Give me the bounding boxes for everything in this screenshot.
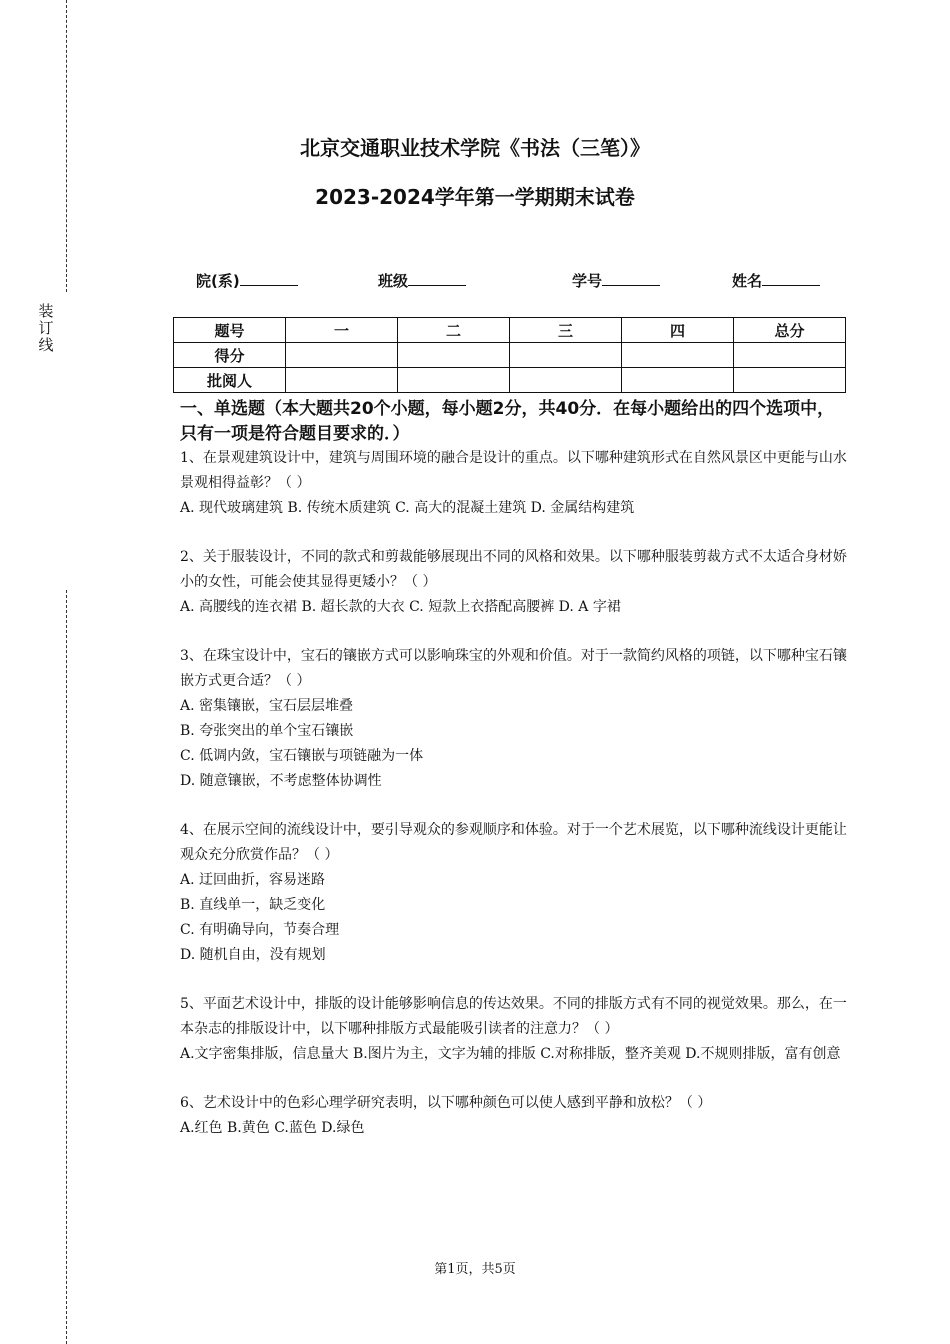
binding-char: 装 (38, 302, 54, 320)
option: C. 低调内敛，宝石镶嵌与项链融为一体 (180, 748, 424, 764)
section-heading: 一、单选题（本大题共20个小题，每小题2分，共40分．在每小题给出的四个选项中，只有一项是符合题目要求的．） (180, 399, 835, 444)
name-field: 姓名 (732, 270, 820, 291)
table-header-cell: 二 (398, 318, 510, 343)
table-header-cell: 总分 (734, 318, 846, 343)
exam-subtitle: 2023-2024学年第一学期期末试卷 (315, 185, 635, 209)
binding-line-bottom (66, 590, 67, 1344)
score-cell (510, 343, 622, 368)
question-options: A. 高腰线的连衣裙 B. 超长款的大衣 C. 短款上衣搭配高腰裤 D. A 字裙 (180, 599, 621, 615)
question-1 (180, 446, 848, 521)
reviewer-row (174, 368, 846, 393)
question-stem: 5、平面艺术设计中，排版的设计能够影响信息的传达效果。不同的排版方式有不同的视觉效果。那么，在一本杂志的排版设计中，以下哪种排版方式最能吸引读者的注意力？（ ） (180, 996, 847, 1037)
question-stem: 6、艺术设计中的色彩心理学研究表明，以下哪种颜色可以使人感到平静和放松？（ ） (180, 1095, 712, 1111)
option: A. 迂回曲折，容易迷路 (180, 872, 326, 888)
option: B. 夸张突出的单个宝石镶嵌 (180, 723, 354, 739)
row-label: 得分 (174, 343, 286, 368)
question-stem: 2、关于服装设计，不同的款式和剪裁能够展现出不同的风格和效果。以下哪种服装剪裁方式不太适合身材娇小的女性，可能会使其显得更矮小？（ ） (180, 549, 847, 590)
question-2 (180, 545, 848, 620)
score-cell (286, 343, 398, 368)
option: D. 随意镶嵌，不考虑整体协调性 (180, 773, 382, 789)
binding-char: 线 (38, 336, 54, 354)
option: C. 有明确导向，节奏合理 (180, 922, 340, 938)
table-header-cell: 题号 (174, 318, 286, 343)
question-options: A. 现代玻璃建筑 B. 传统木质建筑 C. 高大的混凝土建筑 D. 金属结构建筑 (180, 500, 635, 516)
department-field: 院(系) (196, 270, 298, 291)
binding-char: 订 (38, 319, 54, 337)
question-stem: 3、在珠宝设计中，宝石的镶嵌方式可以影响珠宝的外观和价值。对于一款简约风格的项链，以下哪种宝石镶嵌方式更合适？（ ） (180, 648, 847, 689)
question-options: A.红色 B.黄色 C.蓝色 D.绿色 (180, 1120, 365, 1136)
question-stem: 1、在景观建筑设计中，建筑与周围环境的融合是设计的重点。以下哪种建筑形式在自然风景区中更能与山水景观相得益彰？（ ） (180, 450, 847, 491)
option: B. 直线单一，缺乏变化 (180, 897, 326, 913)
option: D. 随机自由，没有规划 (180, 947, 326, 963)
questions (180, 446, 848, 1141)
question-5 (180, 992, 848, 1067)
reviewer-cell (510, 368, 622, 393)
student-id-blank (602, 271, 660, 286)
score-cell (398, 343, 510, 368)
page-number: 第1页，共5页 (434, 1262, 516, 1277)
department-blank (240, 271, 298, 286)
table-header-cell: 三 (510, 318, 622, 343)
exam-title: 北京交通职业技术学院《书法（三笔）》 (300, 136, 650, 160)
class-blank (408, 271, 466, 286)
question-stem: 4、在展示空间的流线设计中，要引导观众的参观顺序和体验。对于一个艺术展览，以下哪种流线设计更能让观众充分欣赏作品？（ ） (180, 822, 847, 863)
reviewer-cell (734, 368, 846, 393)
reviewer-cell (622, 368, 734, 393)
reviewer-cell (286, 368, 398, 393)
score-table-header (174, 318, 846, 343)
score-cell (622, 343, 734, 368)
score-table (173, 317, 846, 393)
option: A. 密集镶嵌，宝石层层堆叠 (180, 698, 354, 714)
student-id-field: 学号 (572, 270, 660, 291)
score-row (174, 343, 846, 368)
score-cell (734, 343, 846, 368)
table-header-cell: 四 (622, 318, 734, 343)
question-6 (180, 1091, 848, 1141)
question-4 (180, 818, 848, 968)
binding-label (37, 303, 55, 354)
name-blank (762, 271, 820, 286)
reviewer-cell (398, 368, 510, 393)
class-field: 班级 (378, 270, 466, 291)
table-header-cell: 一 (286, 318, 398, 343)
question-options: A.文字密集排版，信息量大 B.图片为主，文字为辅的排版 C.对称排版，整齐美观 D.不规则排版，富有创意 (180, 1046, 841, 1062)
question-3 (180, 644, 848, 794)
row-label: 批阅人 (174, 368, 286, 393)
